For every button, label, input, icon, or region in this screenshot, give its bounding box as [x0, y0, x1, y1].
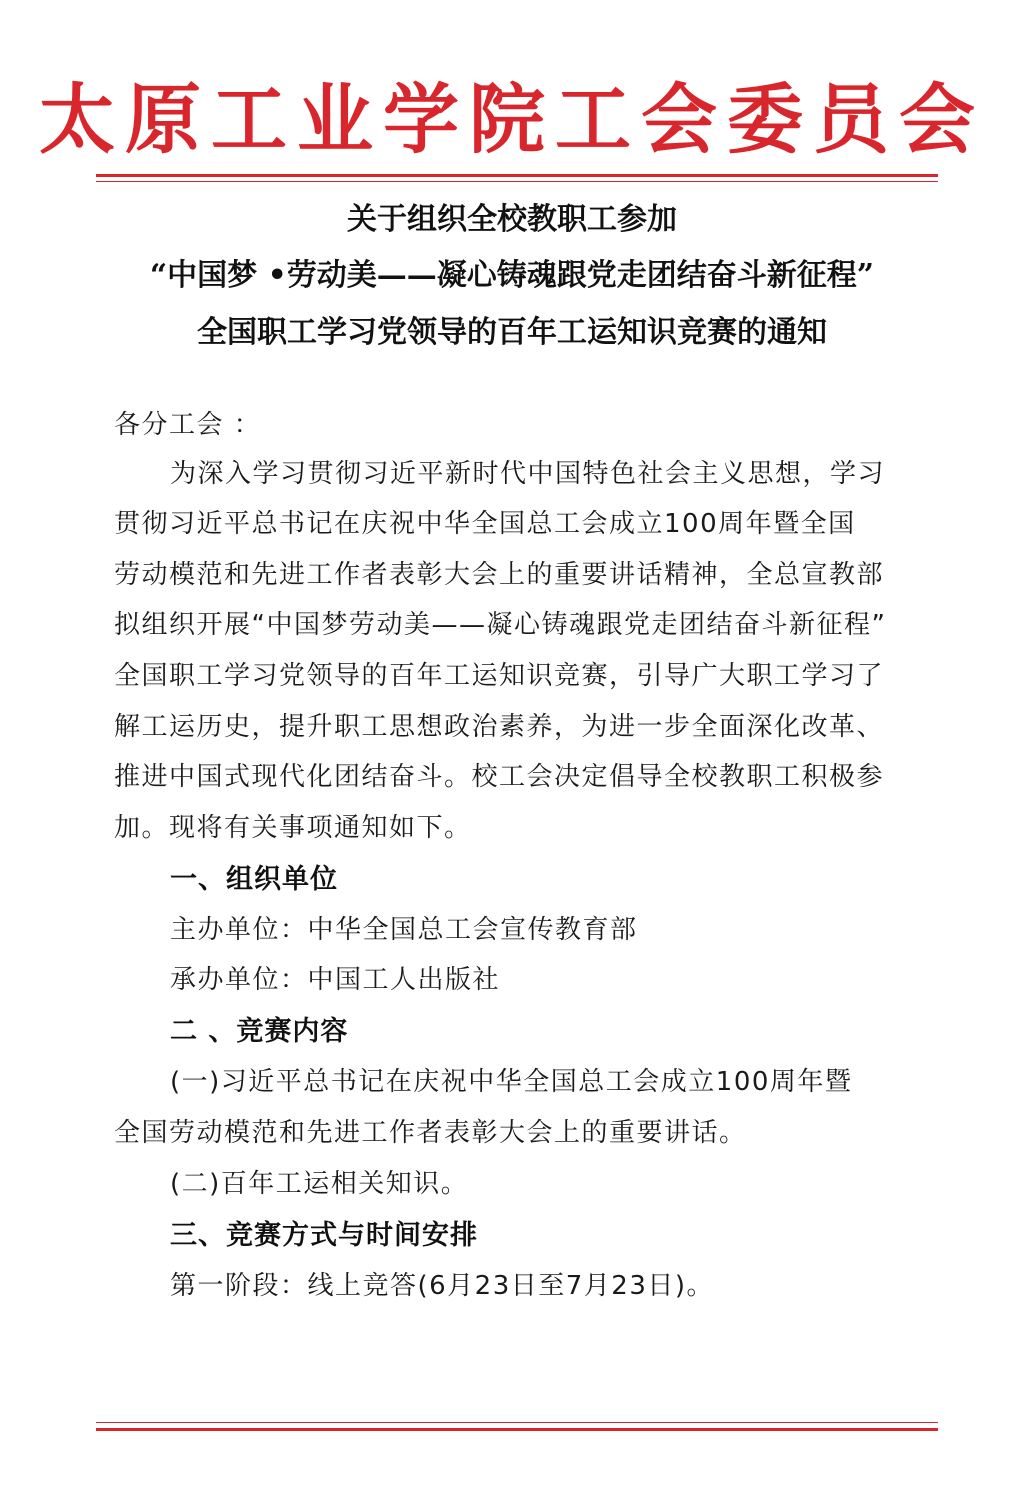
intro-line: 全国职工学习党领导的百年工运知识竞赛，引导广大职工学习了 [114, 661, 885, 691]
footer-rule-thick [96, 1428, 938, 1431]
intro-line: 解工运历史，提升职工思想政治素养，为进一步全面深化改革、 [114, 712, 885, 742]
section-heading-schedule: 三、竞赛方式与时间安排 [170, 1220, 478, 1251]
intro-line: 劳动模范和先进工作者表彰大会上的重要讲话精神，全总宣教部 [114, 560, 885, 590]
content-item-2: (二)百年工运相关知识。 [170, 1169, 469, 1199]
letterhead-rule-thin [96, 181, 938, 182]
content-item-1-continued: 全国劳动模范和先进工作者表彰大会上的重要讲话。 [114, 1118, 747, 1148]
intro-line: 推进中国式现代化团结奋斗。校工会决定倡导全校教职工积极参 [114, 762, 885, 792]
section-heading-content: 二 、竞赛内容 [170, 1016, 349, 1047]
host-unit: 主办单位：中华全国总工会宣传教育部 [170, 915, 638, 945]
footer-rule-thin [96, 1422, 938, 1423]
letterhead-title: 太原工业学院工会委员会 [39, 75, 985, 164]
schedule-stage-1: 第一阶段：线上竞答(6月23日至7月23日)。 [170, 1271, 715, 1301]
intro-line: 加。现将有关事项通知如下。 [114, 813, 472, 843]
letterhead-rule-thick [96, 174, 938, 177]
document-title-line-2: “中国梦 •劳动美——凝心铸魂跟党走团结奋斗新征程” [149, 258, 875, 293]
organizer-unit: 承办单位：中国工人出版社 [170, 965, 501, 995]
document-title-line-1: 关于组织全校教职工参加 [347, 202, 677, 237]
intro-line: 拟组织开展“中国梦劳动美——凝心铸魂跟党走团结奋斗新征程” [114, 610, 887, 640]
salutation: 各分工会 ： [114, 410, 262, 440]
intro-line: 为深入学习贯彻习近平新时代中国特色社会主义思想，学习 [170, 459, 886, 489]
content-item-1: (一)习近平总书记在庆祝中华全国总工会成立100周年暨 [170, 1067, 853, 1097]
intro-line: 贯彻习近平总书记在庆祝中华全国总工会成立100周年暨全国 [114, 509, 856, 539]
document-title-line-3: 全国职工学习党领导的百年工运知识竞赛的通知 [197, 315, 827, 350]
section-heading-organizers: 一、组织单位 [170, 864, 338, 895]
